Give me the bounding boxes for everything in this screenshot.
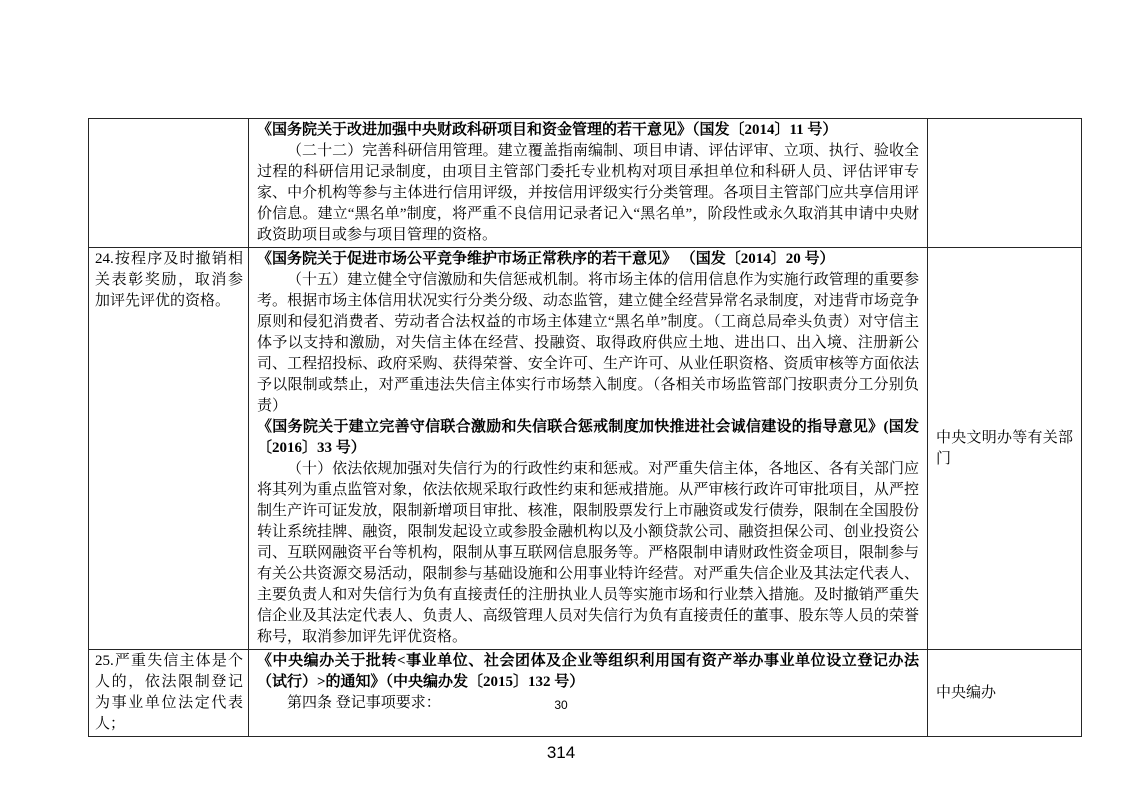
policy-doc-title: 《国务院关于改进加强中央财政科研项目和资金管理的若干意见》（国发〔2014〕11 号） <box>257 122 838 138</box>
measure-cell <box>89 248 249 650</box>
department-text: 中央文明办等有关部门 <box>936 429 1073 467</box>
department-cell <box>928 248 1082 650</box>
table-row <box>89 119 1082 248</box>
table-row <box>89 650 1082 737</box>
policy-content-cell <box>249 248 928 650</box>
department-cell <box>928 650 1082 737</box>
department-text: 中央编办 <box>936 684 997 701</box>
inner-page-number: 30 <box>554 698 568 712</box>
outer-page-number: 314 <box>546 743 576 762</box>
department-cell <box>928 119 1082 248</box>
policy-doc-body: （二十二）完善科研信用管理。建立覆盖指南编制、项目申请、评估评审、立项、执行、验收全过程的科研信用记录制度，由项目主管部门委托专业机构对项目承担单位和科研人员、评估评审专家、中介机构等参与主体进行信用评级，并按信用评级实行分类管理。各项目主管部门应共享信用评价信息。建立“黑名单”制度，将严重不良信用记录者记入“黑名单”，阶段性或永久取消其申请中央财政资助项目或参与项目管理的资格。 <box>257 143 919 243</box>
policy-doc-title: 《国务院关于建立完善守信联合激励和失信联合惩戒制度加快推进社会诚信建设的指导意见》(国发〔2016〕33 号） <box>257 419 919 456</box>
policy-content-cell <box>249 119 928 248</box>
policy-measures-table <box>88 118 1082 737</box>
measure-text: 25.严重失信主体是个人的，依法限制登记为事业单位法定代表人； <box>95 653 243 732</box>
policy-content-cell <box>249 650 928 737</box>
policy-doc-title: 《中央编办关于批转<事业单位、社会团体及企业等组织利用国有资产举办事业单位设立登记办法（试行）>的通知》（中央编办发〔2015〕132 号） <box>257 653 919 690</box>
measure-cell <box>89 650 249 737</box>
policy-doc-body: （十五）建立健全守信激励和失信惩戒机制。将市场主体的信用信息作为实施行政管理的重要参考。根据市场主体信用状况实行分类分级、动态监管，建立健全经营异常名录制度，对违背市场竞争原则和侵犯消费者、劳动者合法权益的市场主体建立“黑名单”制度。（工商总局牵头负责）对守信主体予以支持和激励，对失信主体在经营、投融资、取得政府供应土地、进出口、出入境、注册新公司、工程招投标、政府采购、获得荣誉、安全许可、生产许可、从业任职资格、资质审核等方面依法予以限制或禁止，对严重违法失信主体实行市场禁入制度。（各相关市场监管部门按职责分工分别负责） <box>257 272 919 414</box>
measure-text: 24.按程序及时撤销相关表彰奖励，取消参加评先评优的资格。 <box>95 251 243 309</box>
table-row <box>89 248 1082 650</box>
policy-doc-title: 《国务院关于促进市场公平竞争维护市场正常秩序的若干意见》 （国发〔2014〕20 号） <box>257 251 835 267</box>
policy-doc-body: 第四条 登记事项要求： <box>287 695 441 711</box>
measure-cell <box>89 119 249 248</box>
policy-doc-body: （十）依法依规加强对失信行为的行政性约束和惩戒。对严重失信主体，各地区、各有关部门应将其列为重点监管对象，依法依规采取行政性约束和惩戒措施。从严审核行政许可审批项目，从严控制生产许可证发放，限制新增项目审批、核准，限制股票发行上市融资或发行债券，限制在全国股份转让系统挂牌、融资，限制发起设立或参股金融机构以及小额贷款公司、融资担保公司、创业投资公司、互联网融资平台等机构，限制从事互联网信息服务等。严格限制申请财政性资金项目，限制参与有关公共资源交易活动，限制参与基础设施和公用事业特许经营。对严重失信企业及其法定代表人、主要负责人和对失信行为负有直接责任的注册执业人员等实施市场和行业禁入措施。及时撤销严重失信企业及其法定代表人、负责人、高级管理人员对失信行为负有直接责任的董事、股东等人员的荣誉称号，取消参加评先评优资格。 <box>257 461 919 645</box>
